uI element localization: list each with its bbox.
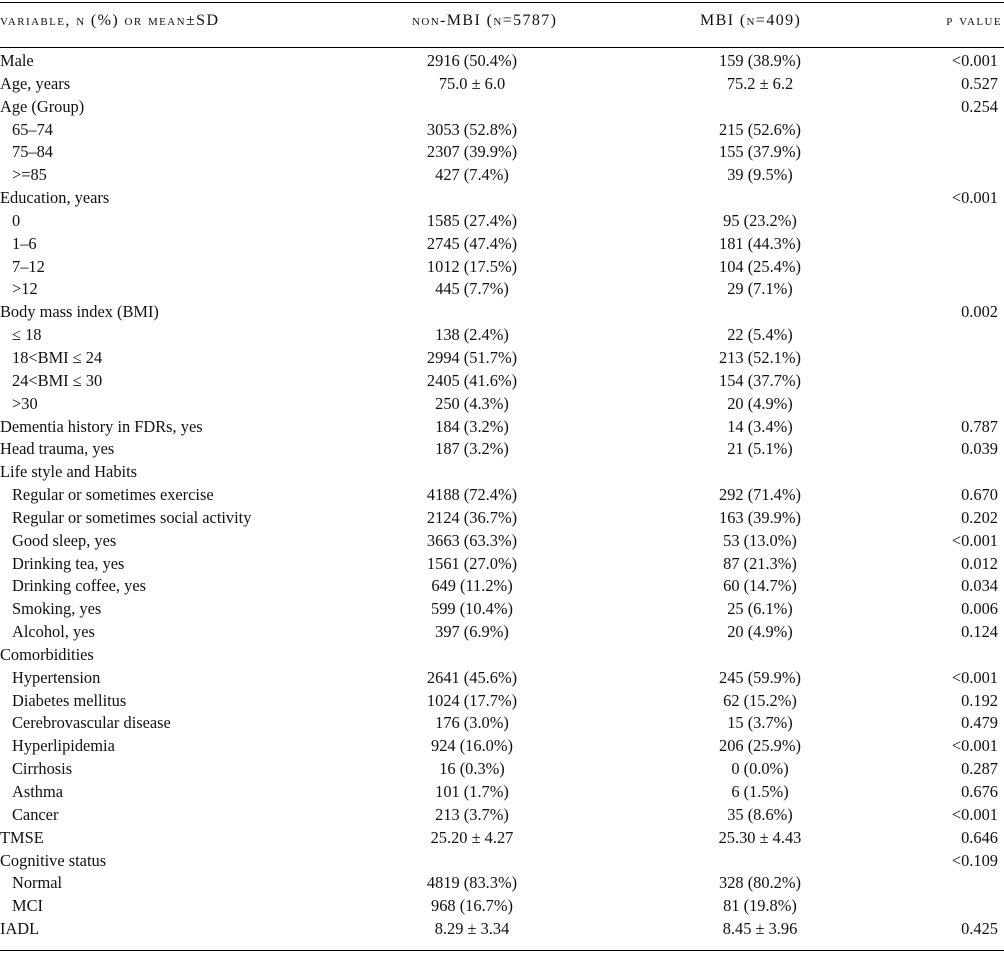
row-variable-label: MCI xyxy=(12,896,43,916)
table-row xyxy=(0,347,1004,370)
table-row xyxy=(0,324,1004,347)
row-mbi-value: 159 (38.9%) xyxy=(719,51,801,70)
row-variable-label: >30 xyxy=(12,393,38,413)
row-non-mbi-value: 2307 (39.9%) xyxy=(426,142,518,162)
row-p-value: <0.001 xyxy=(951,188,998,208)
row-non-mbi-value: 599 (10.4%) xyxy=(431,599,513,619)
row-variable-label: >=85 xyxy=(12,165,47,185)
row-variable-label: 65–74 xyxy=(12,119,53,139)
row-p-value: 0.670 xyxy=(961,485,998,505)
row-mbi-value: 21 (5.1%) xyxy=(727,439,793,459)
row-p-value: 0.002 xyxy=(961,302,998,322)
table-row xyxy=(0,690,1004,713)
row-variable-label: Life style and Habits xyxy=(0,462,138,482)
row-variable-label: 1–6 xyxy=(12,233,37,253)
row-p-value: 0.254 xyxy=(961,96,998,116)
row-variable-label: TMSE xyxy=(0,827,44,847)
row-p-value: <0.109 xyxy=(951,850,998,870)
row-p-value: 0.676 xyxy=(961,782,998,801)
row-mbi-value: 25.30 ± 4.43 xyxy=(718,827,802,847)
table-row xyxy=(0,141,1004,164)
row-non-mbi-value: 649 (11.2%) xyxy=(431,576,513,596)
row-p-value: 0.287 xyxy=(961,759,998,779)
row-mbi-value: 8.45 ± 3.96 xyxy=(722,919,798,939)
row-variable-label: 24<BMI ≤ 30 xyxy=(12,370,103,390)
header-mbi: MBI (n=409) xyxy=(700,12,802,29)
row-non-mbi-value: 250 (4.3%) xyxy=(435,393,509,413)
row-p-value: <0.001 xyxy=(951,530,998,550)
row-p-value: 0.012 xyxy=(961,553,998,573)
table-row xyxy=(0,187,1004,210)
row-p-value: 0.039 xyxy=(961,439,998,459)
row-p-value: <0.001 xyxy=(951,667,998,687)
row-mbi-value: 35 (8.6%) xyxy=(727,804,793,824)
row-p-value: 0.527 xyxy=(961,73,998,93)
row-non-mbi-value: 1561 (27.0%) xyxy=(426,553,518,573)
table-row xyxy=(0,735,1004,758)
row-p-value: 0.646 xyxy=(961,827,998,847)
row-non-mbi-value: 176 (3.0%) xyxy=(435,713,509,733)
row-p-value: 0.202 xyxy=(961,507,998,527)
row-variable-label: Cirrhosis xyxy=(12,759,73,779)
header-variable: variable, n (%) or mean±SD xyxy=(0,12,220,29)
row-mbi-value: 20 (4.9%) xyxy=(727,622,793,642)
row-variable-label: 18<BMI ≤ 24 xyxy=(12,347,103,367)
row-mbi-value: 87 (21.3%) xyxy=(723,553,797,573)
row-variable-label: Cerebrovascular disease xyxy=(12,713,171,733)
table-row xyxy=(0,827,1004,850)
row-p-value: 0.034 xyxy=(961,576,998,596)
table-row xyxy=(0,918,1004,941)
table-row xyxy=(0,256,1004,279)
header-p-value: p value xyxy=(946,12,1002,29)
row-p-value: <0.001 xyxy=(951,736,998,756)
row-non-mbi-value: 25.20 ± 4.27 xyxy=(430,827,514,847)
table-row xyxy=(0,781,1004,804)
row-non-mbi-value: 397 (6.9%) xyxy=(435,622,509,642)
row-non-mbi-value: 924 (16.0%) xyxy=(431,736,513,756)
row-variable-label: Education, years xyxy=(0,188,110,208)
row-variable-label: Drinking coffee, yes xyxy=(12,576,146,596)
row-mbi-value: 245 (59.9%) xyxy=(719,667,801,687)
row-variable-label: ≤ 18 xyxy=(12,325,42,345)
row-mbi-value: 60 (14.7%) xyxy=(723,576,797,596)
row-non-mbi-value: 1024 (17.7%) xyxy=(426,690,518,710)
row-non-mbi-value: 16 (0.3%) xyxy=(439,759,505,779)
row-mbi-value: 81 (19.8%) xyxy=(723,896,797,916)
row-non-mbi-value: 1012 (17.5%) xyxy=(426,256,518,276)
table-row xyxy=(0,119,1004,142)
row-mbi-value: 328 (80.2%) xyxy=(719,873,801,893)
row-mbi-value: 154 (37.7%) xyxy=(719,370,801,390)
table-row xyxy=(0,461,1004,484)
table-row xyxy=(0,621,1004,644)
row-variable-label: Age (Group) xyxy=(0,96,85,116)
table-row xyxy=(0,393,1004,416)
row-mbi-value: 20 (4.9%) xyxy=(727,393,793,413)
row-variable-label: Good sleep, yes xyxy=(12,530,117,550)
row-non-mbi-value: 2124 (36.7%) xyxy=(426,507,518,527)
table-row xyxy=(0,210,1004,233)
row-variable-label: Alcohol, yes xyxy=(12,622,95,642)
row-non-mbi-value: 445 (7.7%) xyxy=(435,279,509,299)
row-mbi-value: 29 (7.1%) xyxy=(727,279,793,299)
row-mbi-value: 39 (9.5%) xyxy=(727,165,793,185)
row-variable-label: Smoking, yes xyxy=(12,599,102,619)
row-mbi-value: 0 (0.0%) xyxy=(731,759,789,779)
row-non-mbi-value: 2641 (45.6%) xyxy=(426,667,518,687)
table-row xyxy=(0,530,1004,553)
row-p-value: 0.787 xyxy=(961,416,998,436)
row-non-mbi-value: 213 (3.7%) xyxy=(435,804,509,824)
table-body xyxy=(0,50,1004,941)
row-variable-label: 75–84 xyxy=(12,142,53,162)
row-variable-label: Asthma xyxy=(12,782,63,801)
row-variable-label: Hypertension xyxy=(12,667,101,687)
row-non-mbi-value: 2745 (47.4%) xyxy=(426,233,518,253)
table-row xyxy=(0,507,1004,530)
row-non-mbi-value: 3663 (63.3%) xyxy=(426,530,518,550)
row-mbi-value: 215 (52.6%) xyxy=(719,119,801,139)
table-row xyxy=(0,484,1004,507)
row-non-mbi-value: 427 (7.4%) xyxy=(435,165,509,185)
row-mbi-value: 6 (1.5%) xyxy=(731,782,789,801)
header-non-mbi: non-MBI (n=5787) xyxy=(412,12,558,29)
table-row xyxy=(0,895,1004,918)
row-mbi-value: 14 (3.4%) xyxy=(727,416,793,436)
row-non-mbi-value: 2916 (50.4%) xyxy=(426,51,518,70)
row-p-value: 0.006 xyxy=(961,599,998,619)
row-variable-label: Cognitive status xyxy=(0,850,107,870)
top-rule xyxy=(0,2,1004,3)
row-mbi-value: 22 (5.4%) xyxy=(727,325,793,345)
row-non-mbi-value: 101 (1.7%) xyxy=(435,782,509,801)
row-mbi-value: 206 (25.9%) xyxy=(719,736,801,756)
row-variable-label: Hyperlipidemia xyxy=(12,736,115,756)
row-variable-label: Diabetes mellitus xyxy=(12,690,127,710)
row-mbi-value: 15 (3.7%) xyxy=(727,713,793,733)
row-non-mbi-value: 968 (16.7%) xyxy=(431,896,513,916)
table-row xyxy=(0,278,1004,301)
table-row xyxy=(0,712,1004,735)
table-row xyxy=(0,416,1004,439)
row-variable-label: Regular or sometimes exercise xyxy=(12,485,214,505)
row-mbi-value: 53 (13.0%) xyxy=(723,530,797,550)
table-row xyxy=(0,553,1004,576)
row-non-mbi-value: 75.0 ± 6.0 xyxy=(438,73,506,93)
table-row xyxy=(0,438,1004,461)
bottom-rule xyxy=(0,950,1004,951)
row-non-mbi-value: 4188 (72.4%) xyxy=(426,485,518,505)
row-variable-label: Regular or sometimes social activity xyxy=(12,507,252,527)
table-row xyxy=(0,50,1004,73)
row-variable-label: 7–12 xyxy=(12,256,45,276)
row-mbi-value: 62 (15.2%) xyxy=(723,690,797,710)
row-p-value: 0.479 xyxy=(961,713,998,733)
row-variable-label: Normal xyxy=(12,873,63,893)
table-row xyxy=(0,73,1004,96)
row-variable-label: Male xyxy=(0,51,34,70)
row-variable-label: Head trauma, yes xyxy=(0,439,115,459)
table-row xyxy=(0,644,1004,667)
row-non-mbi-value: 184 (3.2%) xyxy=(435,416,509,436)
row-variable-label: Age, years xyxy=(0,73,71,93)
row-mbi-value: 213 (52.1%) xyxy=(719,347,801,367)
table-row xyxy=(0,96,1004,119)
row-variable-label: 0 xyxy=(12,210,21,230)
table-row xyxy=(0,872,1004,895)
row-non-mbi-value: 1585 (27.4%) xyxy=(426,210,518,230)
row-non-mbi-value: 8.29 ± 3.34 xyxy=(434,919,510,939)
table-row xyxy=(0,370,1004,393)
header-rule xyxy=(0,47,1004,48)
row-mbi-value: 104 (25.4%) xyxy=(719,256,801,276)
row-p-value: 0.192 xyxy=(961,690,998,710)
row-non-mbi-value: 3053 (52.8%) xyxy=(426,119,518,139)
row-mbi-value: 75.2 ± 6.2 xyxy=(726,73,794,93)
table-row xyxy=(0,758,1004,781)
row-variable-label: Comorbidities xyxy=(0,644,94,664)
row-variable-label: Body mass index (BMI) xyxy=(0,302,159,322)
row-variable-label: >12 xyxy=(12,279,38,299)
row-mbi-value: 181 (44.3%) xyxy=(719,233,801,253)
table-row xyxy=(0,301,1004,324)
row-non-mbi-value: 4819 (83.3%) xyxy=(426,873,518,893)
table-row xyxy=(0,233,1004,256)
row-variable-label: Cancer xyxy=(12,804,59,824)
table-row xyxy=(0,667,1004,690)
row-mbi-value: 155 (37.9%) xyxy=(719,142,801,162)
row-p-value: 0.425 xyxy=(961,919,998,939)
row-mbi-value: 25 (6.1%) xyxy=(727,599,793,619)
row-mbi-value: 292 (71.4%) xyxy=(719,485,801,505)
table-row xyxy=(0,598,1004,621)
table-row xyxy=(0,575,1004,598)
table-row xyxy=(0,804,1004,827)
table-row xyxy=(0,164,1004,187)
row-mbi-value: 95 (23.2%) xyxy=(723,210,797,230)
table-row xyxy=(0,850,1004,873)
row-p-value: <0.001 xyxy=(951,804,998,824)
row-p-value: 0.124 xyxy=(961,622,998,642)
row-non-mbi-value: 2994 (51.7%) xyxy=(426,347,518,367)
row-non-mbi-value: 2405 (41.6%) xyxy=(426,370,518,390)
row-non-mbi-value: 187 (3.2%) xyxy=(435,439,509,459)
row-non-mbi-value: 138 (2.4%) xyxy=(435,325,509,345)
row-variable-label: Dementia history in FDRs, yes xyxy=(0,416,203,436)
row-p-value: <0.001 xyxy=(951,51,998,70)
row-variable-label: Drinking tea, yes xyxy=(12,553,125,573)
row-mbi-value: 163 (39.9%) xyxy=(719,507,801,527)
row-variable-label: IADL xyxy=(0,919,40,939)
